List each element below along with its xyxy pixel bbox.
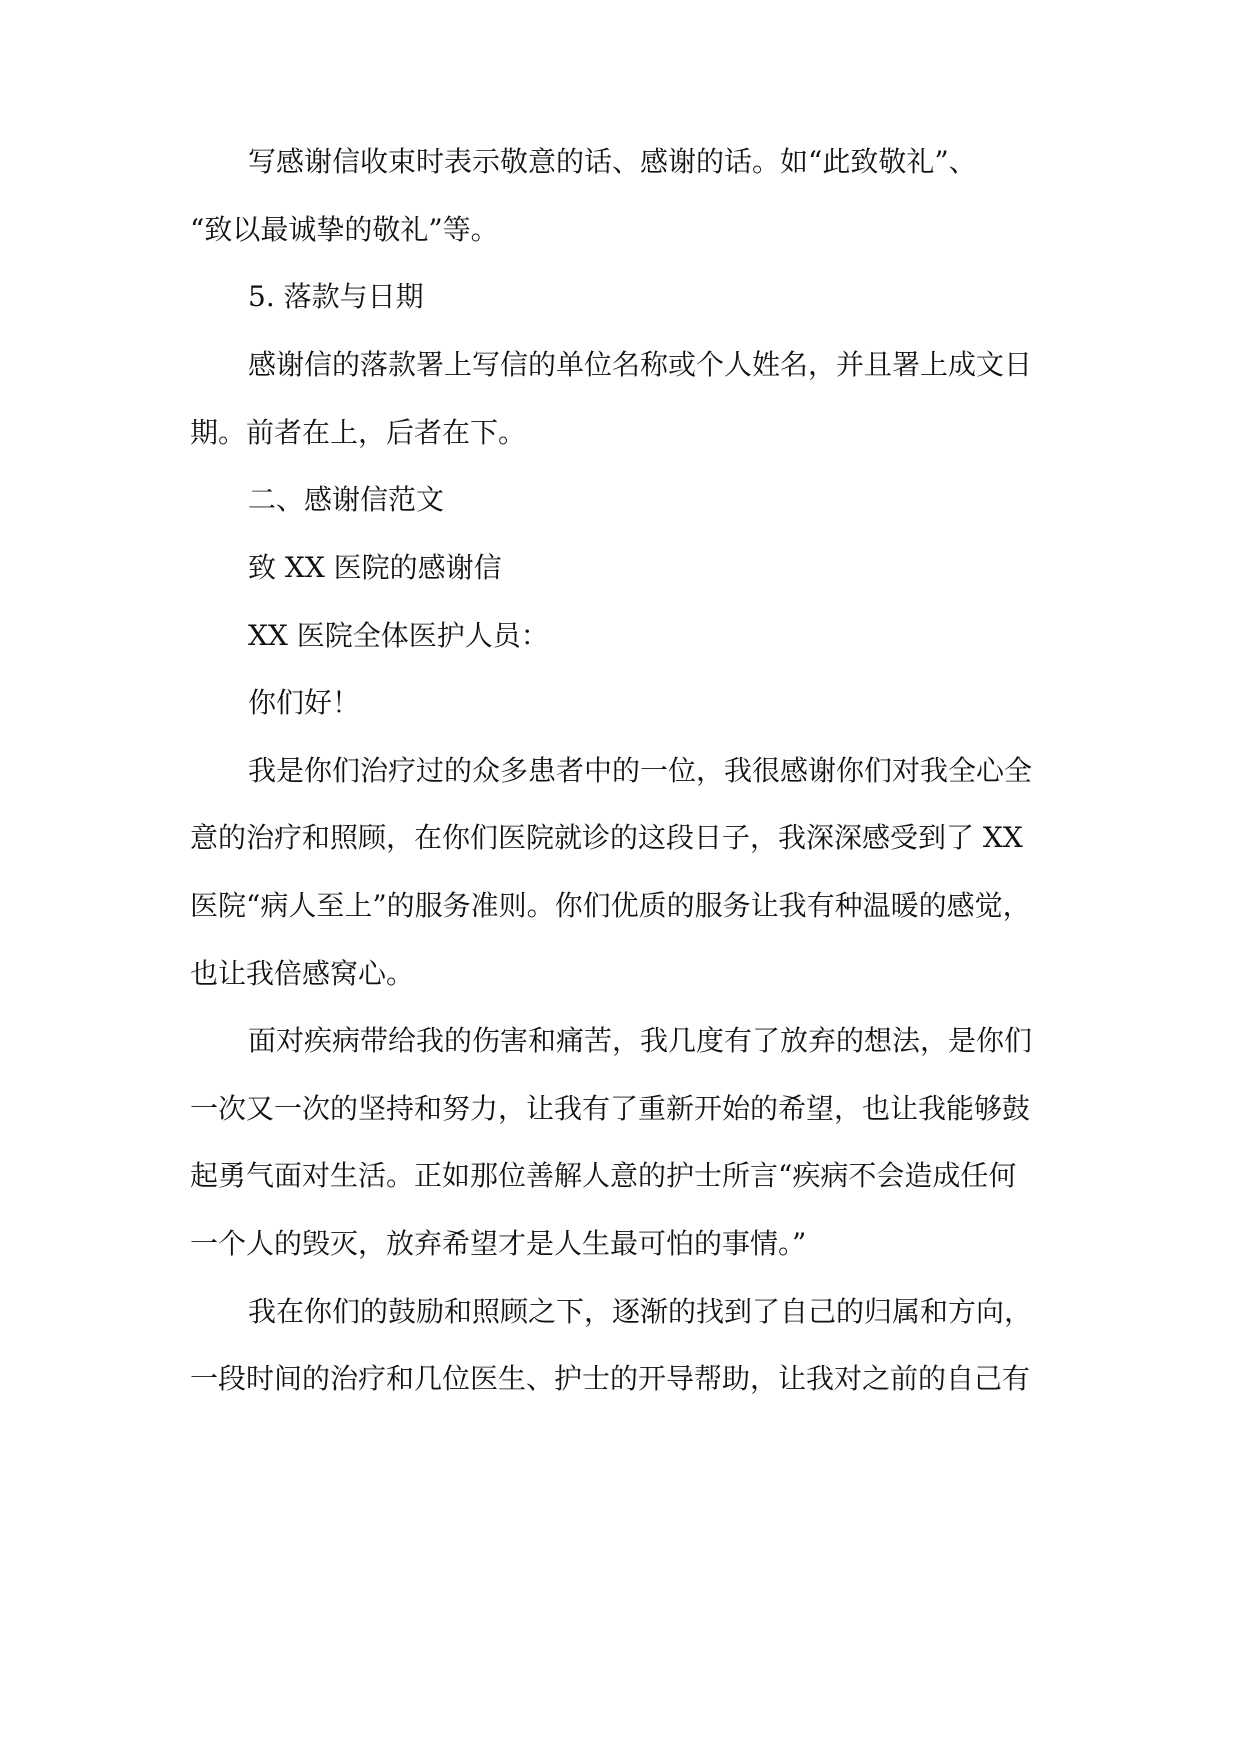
text-line: 一个人的毁灭，放弃希望才是人生最可怕的事情。” [190,1227,807,1260]
text-line: 一次又一次的坚持和努力，让我有了重新开始的希望，也让我能够鼓 [190,1092,1031,1125]
letter-salutation: XX 医院全体医护人员： [248,619,549,652]
text-line: 我是你们治疗过的众多患者中的一位，我很感谢你们对我全心全 [248,754,1033,787]
text-line: 期。前者在上，后者在下。 [190,416,527,449]
section-heading: 二、感谢信范文 [248,483,445,516]
text-line: 医院“病人至上”的服务准则。你们优质的服务让我有种温暖的感觉， [190,889,1031,922]
text-line: 面对疾病带给我的伤害和痛苦，我几度有了放弃的想法，是你们 [248,1024,1033,1057]
text-line: 写感谢信收束时表示敬意的话、感谢的话。如“此致敬礼”、 [248,145,977,178]
letter-title: 致 XX 医院的感谢信 [248,551,502,584]
letter-greeting: 你们好！ [248,686,361,719]
text-line: 感谢信的落款署上写信的单位名称或个人姓名，并且署上成文日 [248,348,1033,381]
text-line: “致以最诚挚的敬礼”等。 [190,213,499,246]
text-line: 一段时间的治疗和几位医生、护士的开导帮助，让我对之前的自己有 [190,1362,1031,1395]
text-line: 也让我倍感窝心。 [190,957,415,990]
text-line: 意的治疗和照顾，在你们医院就诊的这段日子，我深深感受到了 XX [190,821,1023,854]
text-line: 起勇气面对生活。正如那位善解人意的护士所言“疾病不会造成任何 [190,1159,1017,1192]
text-line: 我在你们的鼓励和照顾之下，逐渐的找到了自己的归属和方向， [248,1295,1033,1328]
section-heading: 5. 落款与日期 [248,280,424,313]
